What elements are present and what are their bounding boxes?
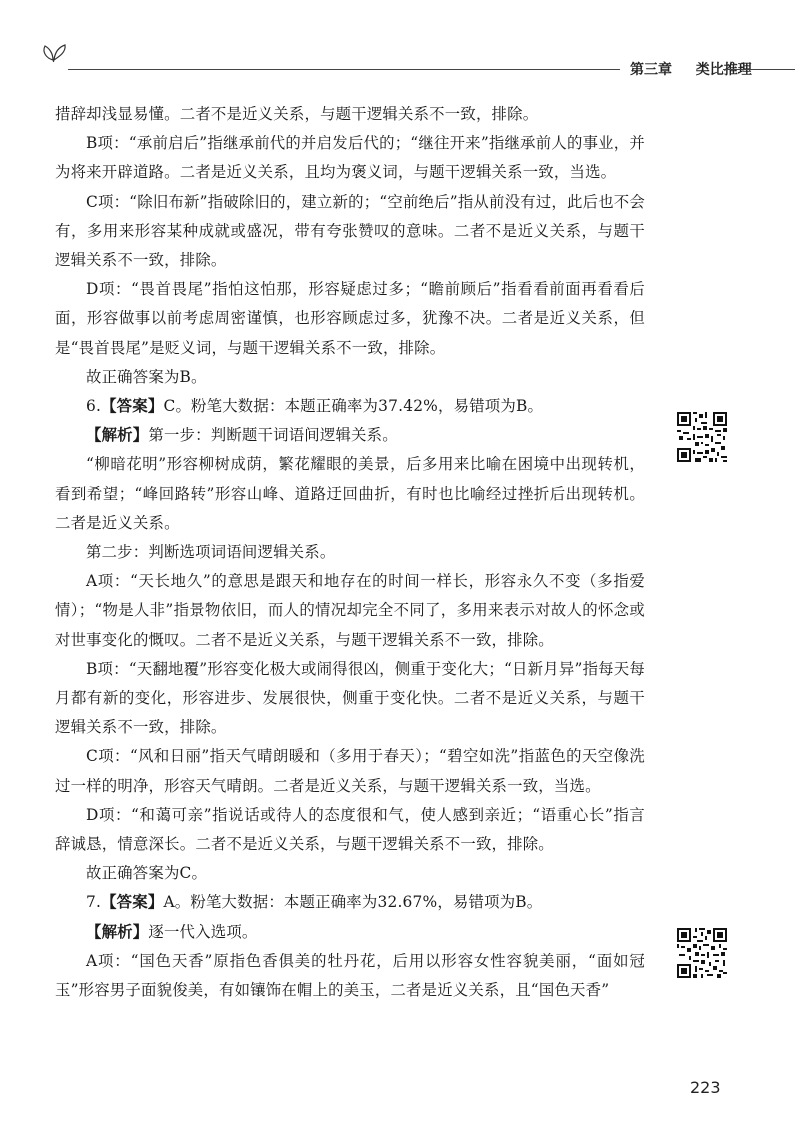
- paragraph: B项：“承前启后”指继承前代的并启发后代的；“继往开来”指继承前人的事业，并为将来开辟道路。二者是近义关系，且均为褒义词，与题干逻辑关系一致，当选。: [55, 134, 645, 182]
- q7-number: 7.: [86, 893, 102, 912]
- paragraph: A项：“国色天香”原指色香俱美的牡丹花，后用以形容女性容貌美丽，“面如冠玉”形容男子面貌俊美，有如镶饰在帽上的美玉，二者是近义关系，且“国色天香”: [55, 951, 645, 1000]
- running-header: [40, 38, 795, 78]
- paragraph: D项：“和蔼可亲”指说话或待人的态度很和气，使人感到亲近；“语重心长”指言辞诚恳，情意深长。二者不是近义关系，与题干逻辑关系不一致，排除。: [55, 805, 645, 854]
- paragraph: C项：“风和日丽”指天气晴朗暖和（多用于春天）；“碧空如洗”指蓝色的天空像洗过一样的明净，形容天气晴朗。二者是近义关系，与题干逻辑关系一致，当选。: [55, 747, 645, 795]
- chapter-number: 第三章: [630, 62, 672, 78]
- qr-code-icon: [677, 412, 727, 462]
- q7-analysis-label: 【解析】: [86, 922, 149, 941]
- sprout-icon: [40, 42, 70, 62]
- q6-answer-line: [55, 392, 645, 421]
- q7-answer-text: A。粉笔大数据：本题正确率为32.67%，易错项为B。: [163, 893, 543, 912]
- paragraph: 措辞却浅显易懂。二者不是近义关系，与题干逻辑关系不一致，排除。: [55, 105, 539, 123]
- paragraph: 故正确答案为C。: [86, 864, 208, 883]
- q7-analysis-line: [55, 918, 645, 947]
- page-body: [55, 100, 645, 1005]
- q6-answer-text: C。粉笔大数据：本题正确率为37.42%，易错项为B。: [163, 397, 544, 416]
- q7-analysis-text: 逐一代入选项。: [148, 922, 258, 941]
- paragraph: A项：“天长地久”的意思是跟天和地存在的时间一样长，形容永久不变（多指爱情）；“物是人非”指景物依旧，而人的情况却完全不同了，多用来表示对故人的怀念或对世事变化的慨叹。二者不是近义关系，与题干逻辑关系不一致，排除。: [55, 572, 645, 649]
- paragraph: 第二步：判断选项词语间逻辑关系。: [86, 543, 336, 562]
- qr-code[interactable]: [677, 412, 727, 462]
- q7-answer-line: [55, 888, 645, 917]
- qr-code[interactable]: [677, 928, 727, 978]
- header-rule-right: [723, 69, 795, 70]
- paragraph: “柳暗花明”形容柳树成荫，繁花耀眼的美景，后多用来比喻在困境中出现转机，看到希望；“峰回路转”形容山峰、道路迂回曲折，有时也比喻经过挫折后出现转机。二者是近义关系。: [55, 455, 645, 532]
- qr-code-icon: [677, 928, 727, 978]
- q6-number: 6.: [86, 397, 102, 416]
- page-number: 223: [690, 1078, 721, 1097]
- q7-answer-label: 【答案】: [101, 893, 164, 912]
- q6-analysis-label: 【解析】: [86, 426, 149, 445]
- chapter-title: 类比推理: [695, 62, 752, 78]
- paragraph: 故正确答案为B。: [86, 367, 207, 386]
- q6-analysis-line: [55, 421, 645, 450]
- q6-answer-label: 【答案】: [101, 397, 164, 416]
- q6-analysis-text: 第一步：判断题干词语间逻辑关系。: [148, 426, 398, 445]
- header-rule-left: [68, 69, 620, 70]
- paragraph: B项：“天翻地覆”形容变化极大或闹得很凶，侧重于变化大；“日新月异”指每天每月都有新的变化，形容进步、发展很快，侧重于变化快。二者不是近义关系，与题干逻辑关系不一致，排除。: [55, 659, 645, 737]
- paragraph: C项：“除旧布新”指破除旧的，建立新的；“空前绝后”指从前没有过，此后也不会有，多用来形容某种成就或盛况，带有夸张赞叹的意味。二者不是近义关系，与题干逻辑关系不一致，排除。: [55, 192, 645, 270]
- paragraph: D项：“畏首畏尾”指怕这怕那，形容疑虑过多；“瞻前顾后”指看看前面再看看后面，形容做事以前考虑周密谨慎，也形容顾虑过多，犹豫不决。二者是近义关系，但是“畏首畏尾”是贬义词，与题干逻辑关系不一致，排除。: [55, 280, 645, 357]
